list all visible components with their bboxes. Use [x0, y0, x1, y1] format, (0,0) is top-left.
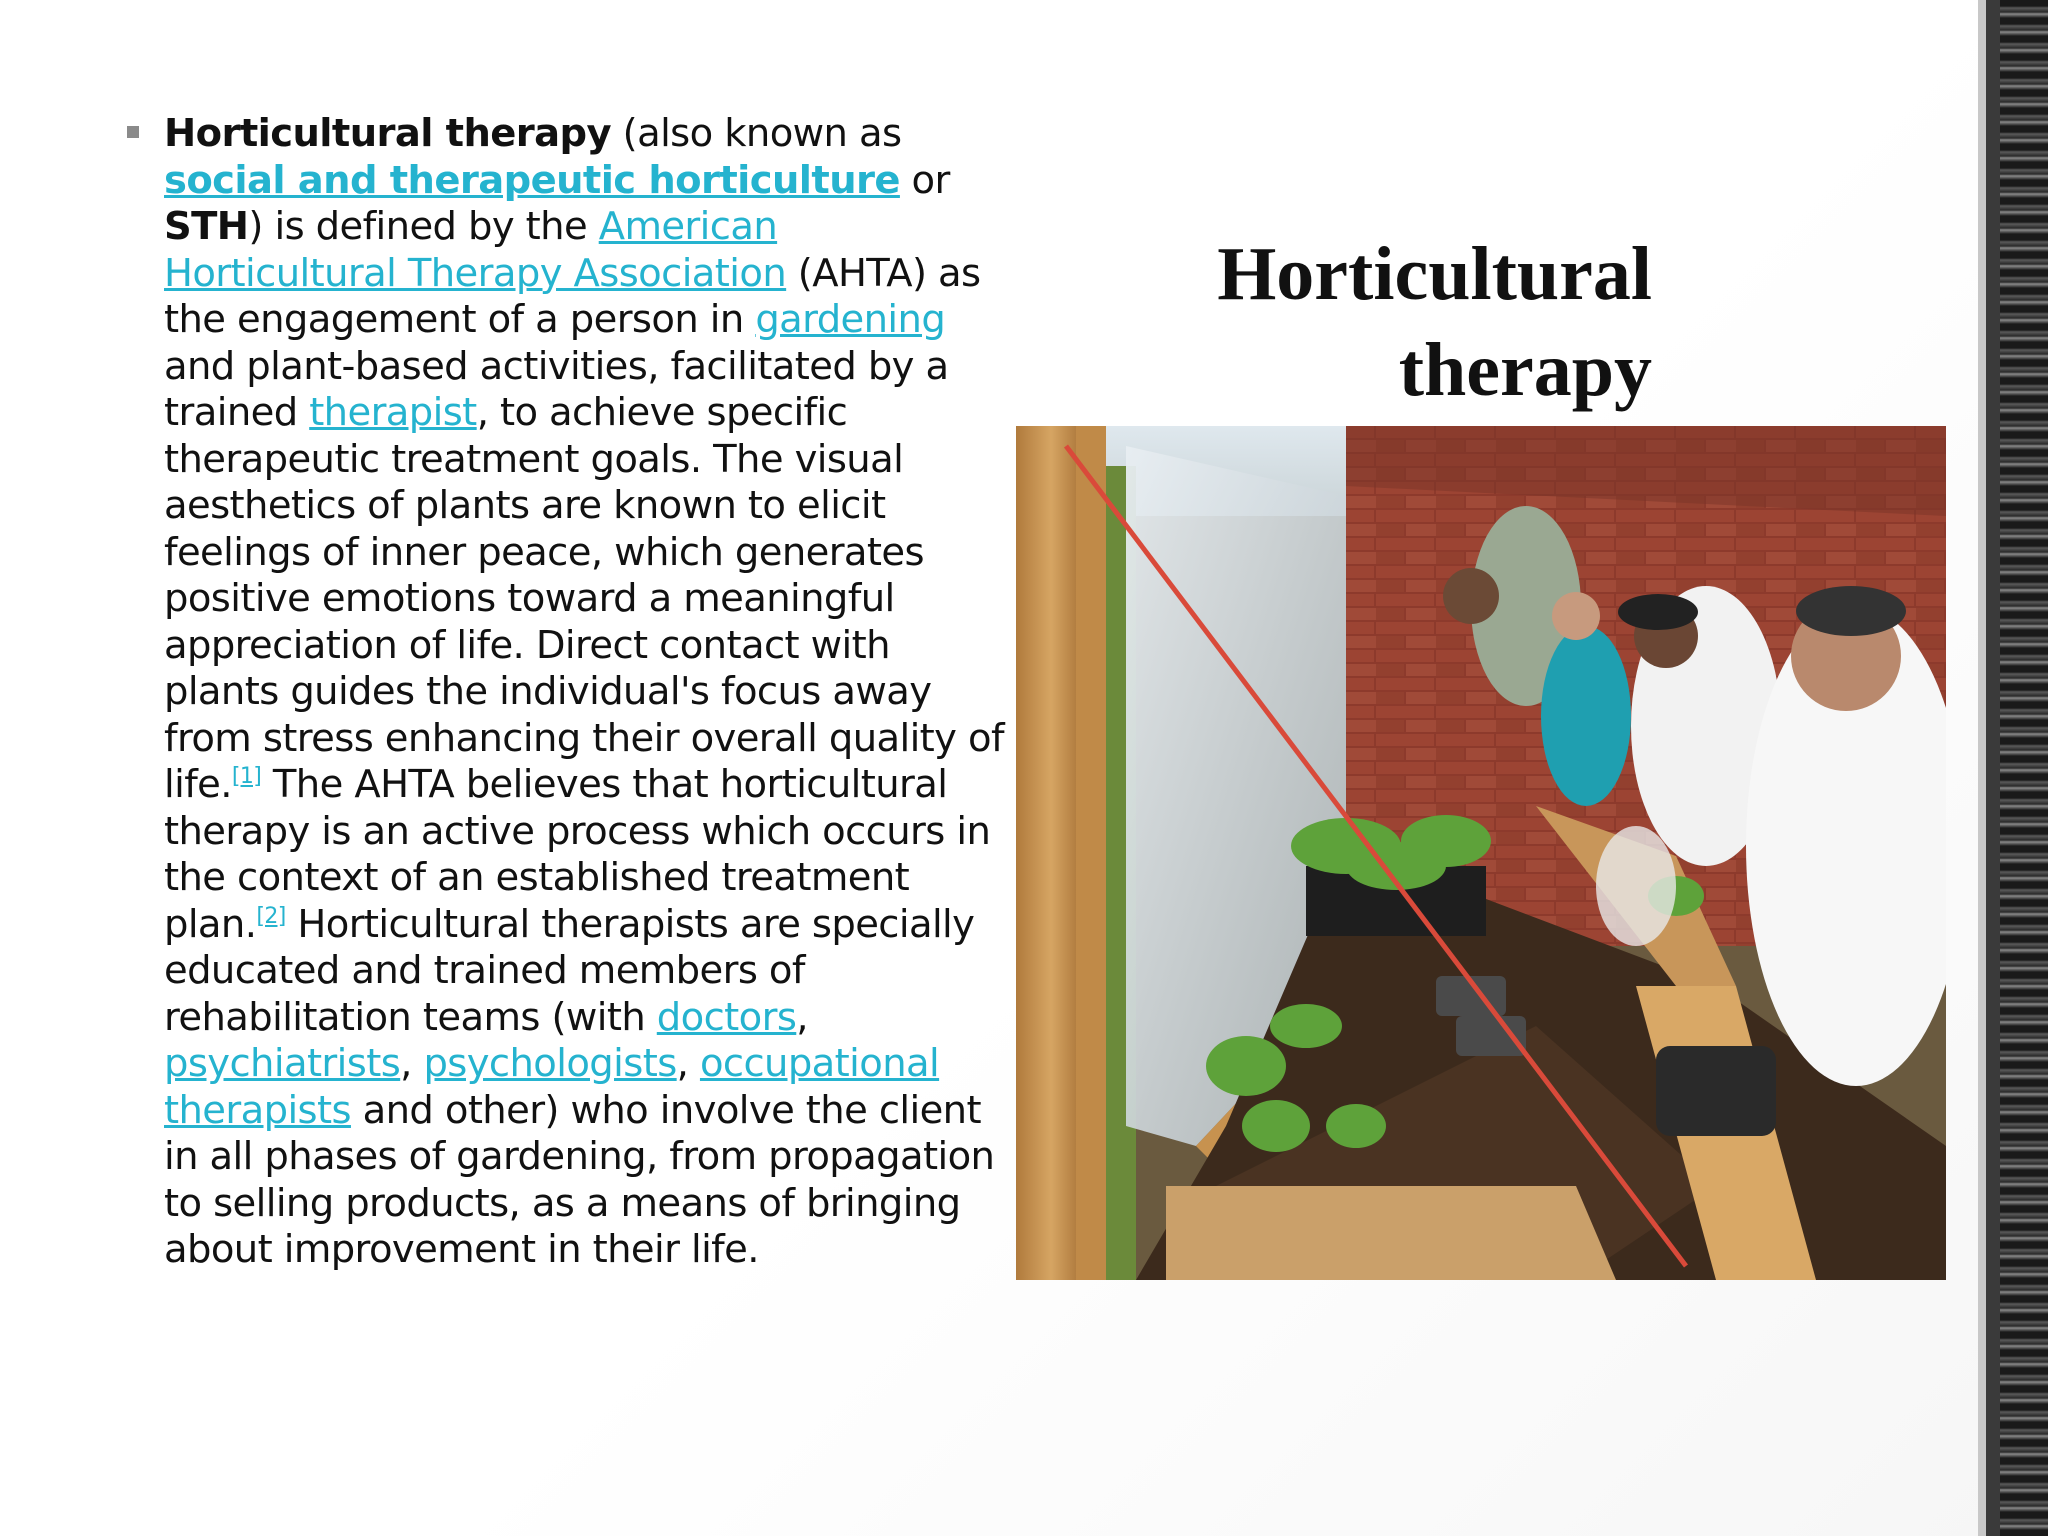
text-run: , — [400, 1041, 424, 1086]
title-line-2: therapy — [1398, 328, 1652, 412]
link-ahta[interactable]: American Horticultural Therapy Association — [164, 204, 787, 296]
garden-photo — [1016, 426, 1946, 1280]
link-psychiatrists[interactable]: psychiatrists — [164, 1041, 401, 1086]
citation-link-1[interactable]: [1] — [231, 764, 262, 790]
abbr-bold: STH — [164, 204, 249, 249]
link-occupational-therapists[interactable]: occupational therapists — [164, 1041, 940, 1133]
text-run: , to achieve specific therapeutic treatment goals. The visual aesthetics of plants are known to elicit feelings of inner peace, which generates positive emotions toward a meaningful appreciation of life. Direct contact with plants guides the individual's focus away from stress enhancing their overall quality of life. — [164, 390, 1004, 807]
link-doctors[interactable]: doctors — [656, 994, 797, 1040]
text-run: Horticultural therapists are specially educated and trained members of rehabilitation teams (with — [164, 901, 975, 1040]
decorative-edge-strip — [1978, 0, 2048, 1536]
text-run: , — [796, 994, 808, 1040]
garden-photo-illustration — [1016, 426, 1946, 1280]
title-line-1: Horticultural — [1217, 232, 1652, 316]
text-run: , — [676, 1041, 700, 1086]
text-run: The AHTA believes that horticultural therapy is an active process which occurs in the context of an established treatment plan. — [164, 762, 991, 947]
text-run: ) is defined by the — [248, 204, 599, 249]
text-run: or — [899, 157, 950, 203]
link-psychologists[interactable]: psychologists — [423, 1041, 677, 1086]
link-gardening[interactable]: gardening — [755, 297, 946, 342]
text-run: and other) who involve the client in all phases of gardening, from propagation to selling products, as a means of bringing about improvement in their life. — [164, 1087, 995, 1272]
link-social-therapeutic-horticulture[interactable]: social and therapeutic horticulture — [164, 157, 900, 203]
slide-title — [1100, 226, 1652, 418]
text-run: (also known as — [611, 111, 902, 156]
citation-link-2[interactable]: [2] — [256, 903, 286, 929]
text-run: (AHTA) as the engagement of a person in — [164, 250, 981, 342]
square-bullet-icon — [127, 126, 139, 138]
link-therapist[interactable]: therapist — [309, 390, 477, 435]
text-run: and plant-based activities, facilitated by a trained — [164, 343, 949, 435]
term-bold: Horticultural therapy — [164, 111, 612, 156]
body-paragraph — [164, 111, 1004, 1274]
